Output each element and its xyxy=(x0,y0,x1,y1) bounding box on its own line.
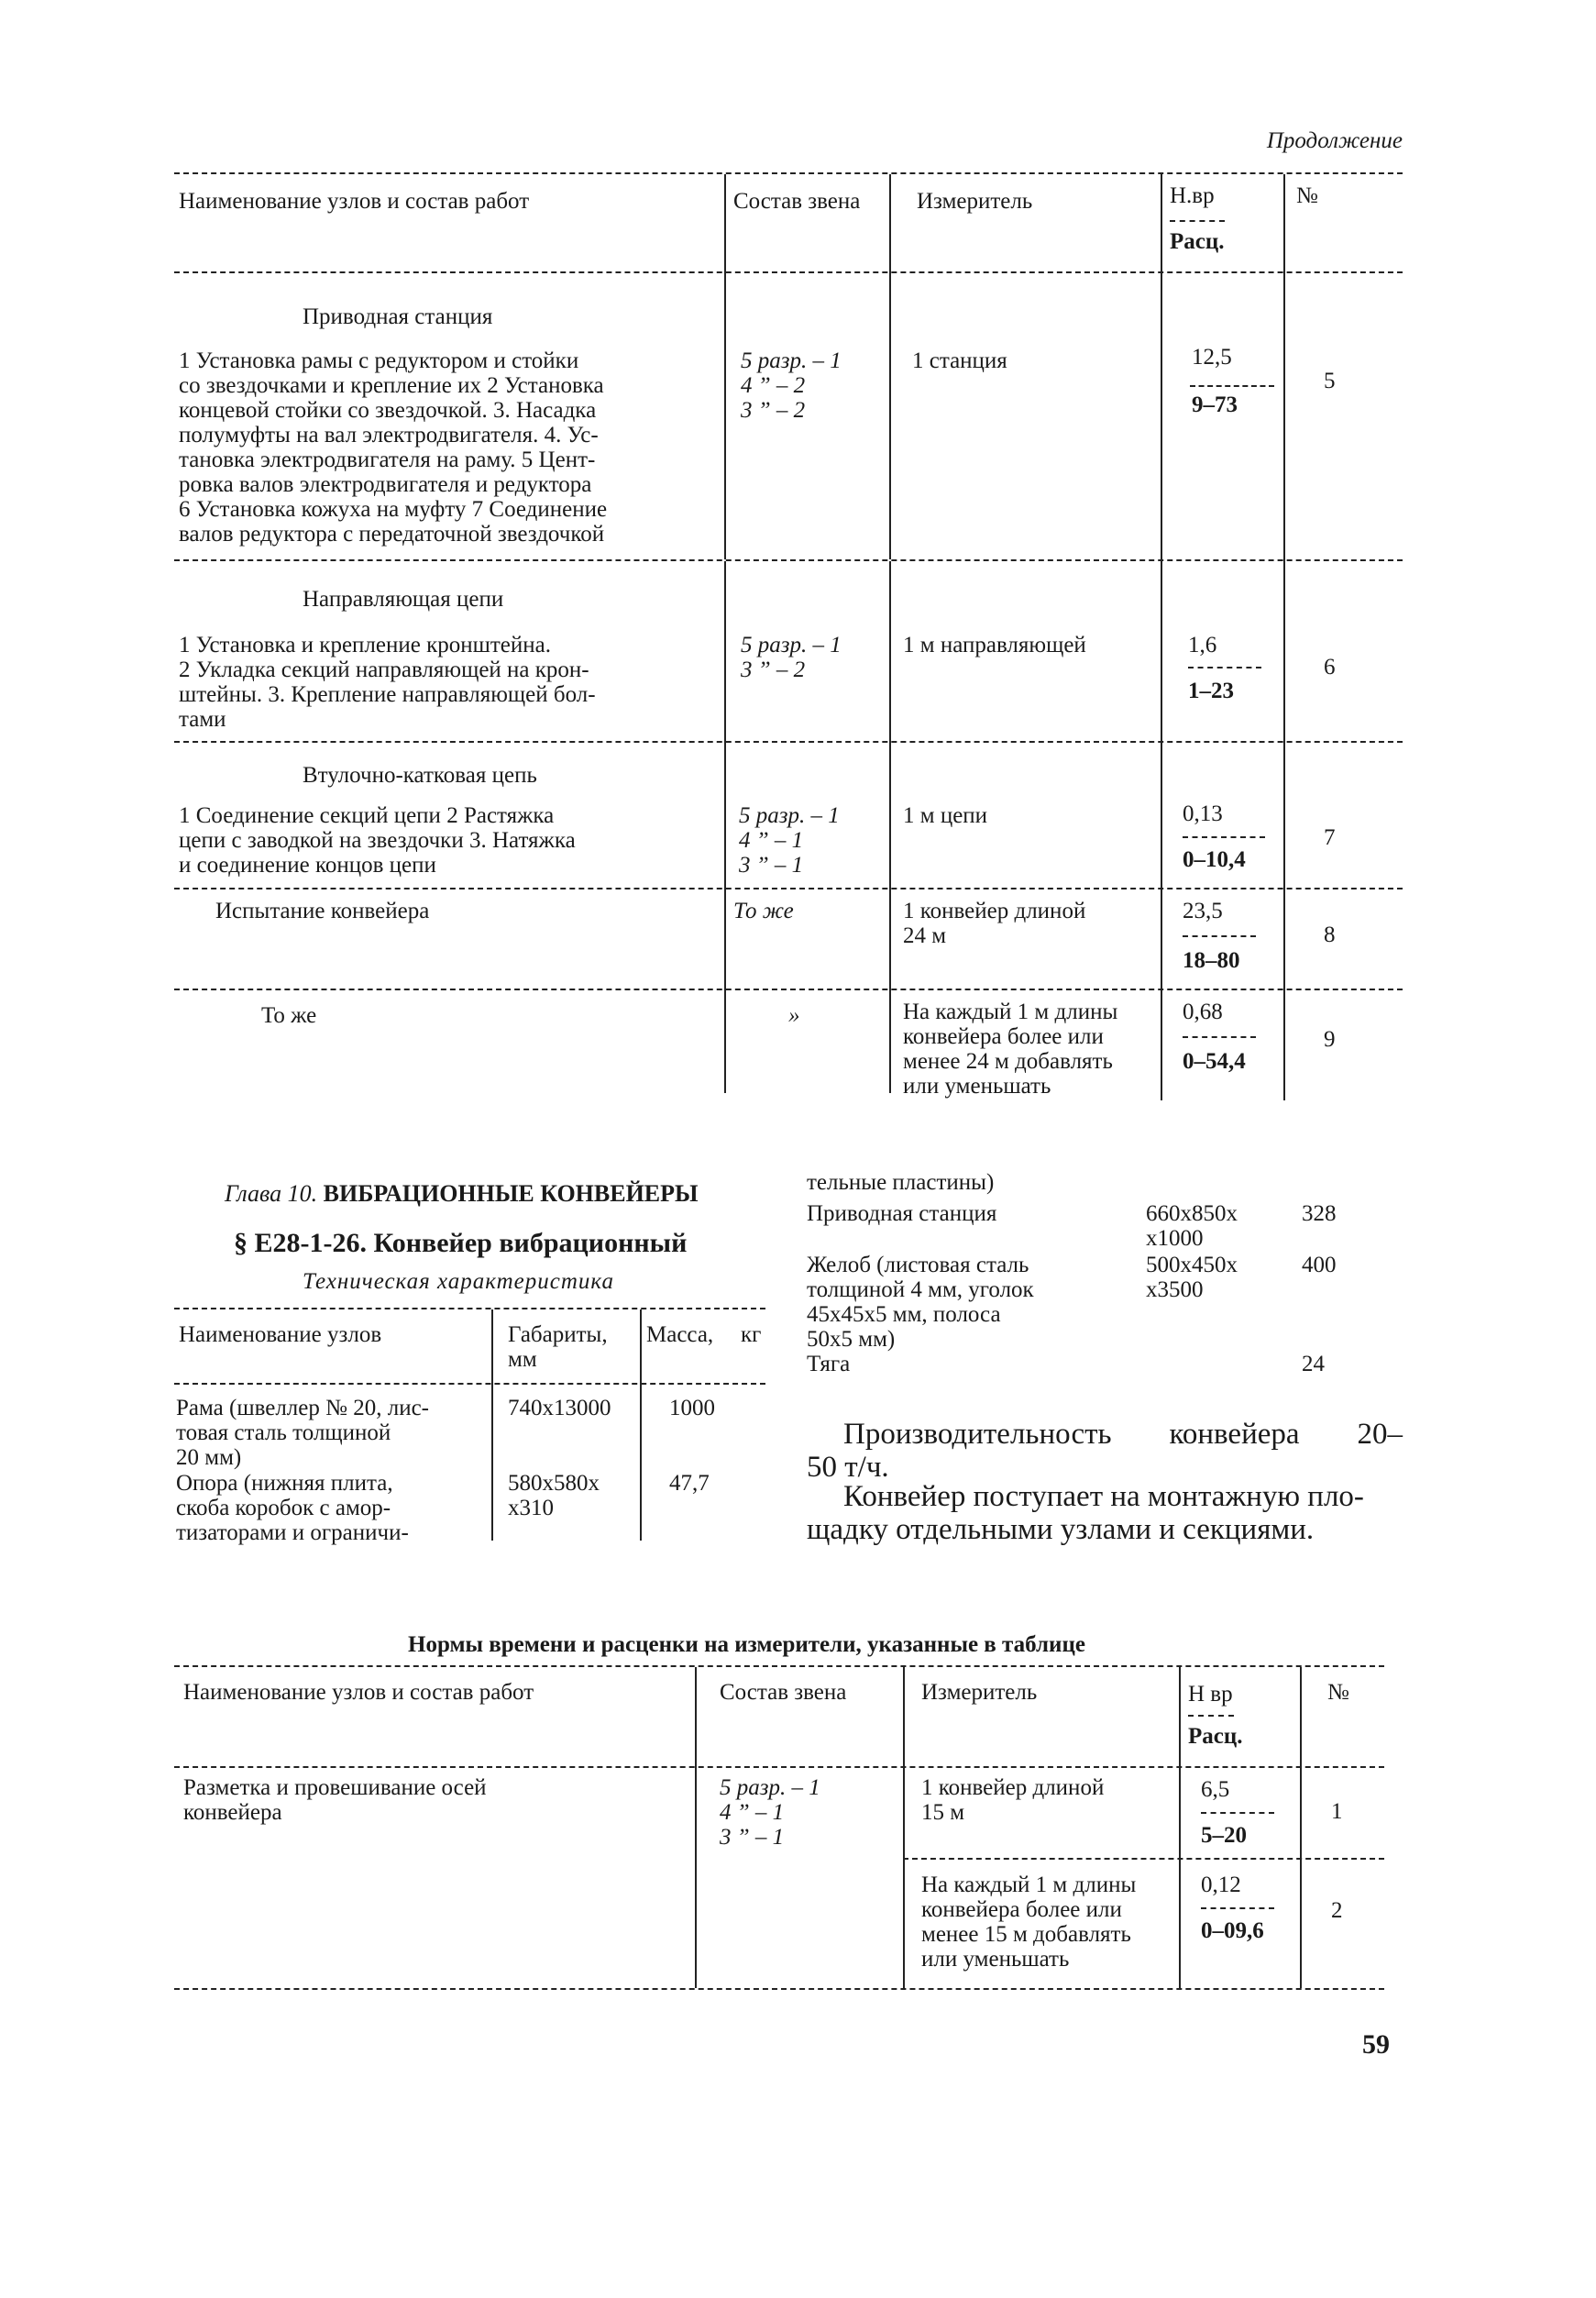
spec-row-mass: 328 xyxy=(1302,1201,1337,1226)
hvr-value: 12,5 xyxy=(1192,345,1232,370)
hvr-value: 1,6 xyxy=(1188,633,1217,657)
table1-col-divider xyxy=(1161,174,1162,1100)
hvr-value: 0,13 xyxy=(1183,801,1223,826)
unit-value: 1 м направляющей xyxy=(903,633,1086,657)
hvr-value: 23,5 xyxy=(1183,899,1223,923)
spec-row-mass: 47,7 xyxy=(669,1471,710,1496)
spec-row-dims: 580x580x x310 xyxy=(508,1471,600,1520)
table2-header-name: Наименование узлов и состав работ xyxy=(183,1680,534,1705)
unit-value: 1 станция xyxy=(912,348,1007,373)
table1-header-rasc: Расц. xyxy=(1170,229,1225,254)
spec-header-dims: Габариты, мм xyxy=(508,1322,608,1372)
spec-row-name: Тяга xyxy=(807,1352,851,1376)
rasc-value: 1–23 xyxy=(1188,679,1234,703)
table2-col-divider xyxy=(903,1667,905,1988)
norm-number: 7 xyxy=(1324,825,1336,850)
spec-row-dims: 500x450x x3500 xyxy=(1146,1253,1238,1302)
norm-number: 5 xyxy=(1324,369,1336,393)
crew-composition: » xyxy=(788,1003,800,1028)
table2-bottom-rule xyxy=(174,1988,1384,1990)
spec-header-rule xyxy=(174,1383,765,1385)
spec-row-mass: 400 xyxy=(1302,1253,1337,1277)
spec-col-divider xyxy=(640,1309,642,1541)
table2-header-num: № xyxy=(1327,1680,1349,1705)
hvr-value: 6,5 xyxy=(1201,1777,1230,1802)
crew-composition: 5 разр. – 1 4 ” – 2 3 ” – 2 xyxy=(741,348,842,423)
spec-row-name: Приводная станция xyxy=(807,1201,997,1226)
table2-row-rule xyxy=(903,1858,1384,1860)
crew-composition: То же xyxy=(733,899,794,923)
crew-composition: 5 разр. – 1 3 ” – 2 xyxy=(741,633,842,682)
rasc-value: 9–73 xyxy=(1192,392,1238,417)
chapter-title: ВИБРАЦИОННЫЕ КОНВЕЙЕРЫ xyxy=(323,1180,699,1207)
table1-header-hvr: Н.вр xyxy=(1170,183,1215,208)
spec-col-divider xyxy=(491,1309,493,1541)
spec-header-mass-unit: кг xyxy=(741,1322,762,1347)
rasc-value: 0–10,4 xyxy=(1183,847,1246,872)
unit-value: 1 конвейер длиной 15 м xyxy=(921,1775,1105,1825)
spec-row-mass: 24 xyxy=(1302,1352,1325,1376)
table2-top-rule xyxy=(174,1665,1384,1667)
spec-row-dims: 660x850x x1000 xyxy=(1146,1201,1238,1251)
unit-value: На каждый 1 м длины конвейера более или менее 15 м добавлять или уменьшать xyxy=(921,1873,1137,1972)
row-name: Испытание конвейера xyxy=(215,899,430,923)
table1-col-divider xyxy=(889,561,891,1093)
paragraph-delivery-line1: Конвейер поступает на монтажную пло- xyxy=(843,1480,1364,1513)
table2-caption: Нормы времени и расценки на измерители, указанные в таблице xyxy=(408,1632,1085,1657)
spec-header-mass: Масса, xyxy=(646,1322,714,1347)
row-rule xyxy=(174,559,1403,561)
spec-row-name: тельные пластины) xyxy=(807,1170,995,1195)
crew-composition: 5 разр. – 1 4 ” – 1 3 ” – 1 xyxy=(720,1775,820,1850)
norm-number: 1 xyxy=(1331,1799,1343,1824)
paragraph-productivity-line2: 50 т/ч. xyxy=(807,1451,889,1484)
table2-col-divider xyxy=(695,1667,697,1988)
fraction-line xyxy=(1188,667,1261,668)
section-title: Втулочно-катковая цепь xyxy=(303,763,537,788)
section-heading: § Е28-1-26. Конвейер вибрационный xyxy=(234,1228,688,1258)
fraction-line xyxy=(1188,1715,1234,1717)
fraction-line xyxy=(1201,1907,1274,1909)
unit-value: 1 конвейер длиной 24 м xyxy=(903,899,1086,948)
table2-header-unit: Измеритель xyxy=(921,1680,1038,1705)
section-title: Приводная станция xyxy=(303,304,493,329)
section-text: 1 Соединение секций цепи 2 Растяжка цепи с заводкой на звездочки 3. Натяжка и соединение концов цепи xyxy=(179,803,576,878)
spec-row-name: Рама (швеллер № 20, лис- товая сталь толщиной 20 мм) xyxy=(176,1396,430,1470)
norm-number: 8 xyxy=(1324,923,1336,947)
table2-header-hvr: Н вр xyxy=(1188,1682,1233,1707)
fraction-line xyxy=(1190,385,1274,387)
spec-row-name: Опора (нижняя плита, скоба коробок с амор- тизаторами и ограничи- xyxy=(176,1471,409,1545)
table1-col-divider xyxy=(1283,174,1285,1100)
section-title: Направляющая цепи xyxy=(303,587,504,612)
row-name: То же xyxy=(261,1003,317,1028)
chapter-prefix: Глава 10. xyxy=(225,1180,318,1207)
page-number: 59 xyxy=(1362,2029,1390,2060)
table1-col-divider xyxy=(889,174,891,559)
section-text: 1 Установка и крепление кронштейна. 2 Укладка секций направляющей на крон- штейны. 3. Крепление направляющей бол- тами xyxy=(179,633,596,732)
rasc-value: 0–09,6 xyxy=(1201,1918,1264,1943)
fraction-line xyxy=(1170,220,1225,222)
chapter-heading xyxy=(225,1181,699,1206)
row-rule xyxy=(174,741,1403,743)
rasc-value: 18–80 xyxy=(1183,948,1240,973)
table1-col-divider xyxy=(724,561,726,1093)
table2-col-divider xyxy=(1179,1667,1181,1988)
table1-top-rule xyxy=(174,172,1403,174)
spec-row-name: Желоб (листовая сталь толщиной 4 мм, уголок 45x45x5 мм, полоса 50x5 мм) xyxy=(807,1253,1034,1352)
fraction-line xyxy=(1201,1812,1274,1814)
fraction-line xyxy=(1183,836,1265,838)
hvr-value: 0,12 xyxy=(1201,1873,1241,1897)
section-text: 1 Установка рамы с редуктором и стойки со звездочками и крепление их 2 Установка концевой стойки со звездочкой. 3. Насадка полумуфты на вал электродвигателя. 4. Ус- тановка электродвигателя на раму. 5 Цент- ровка валов электродвигателя и редуктора 6 Установка кожуха на муфту 7 Соединение валов редуктора с передаточной звездочкой xyxy=(179,348,608,547)
continuation-label: Продолжение xyxy=(1266,128,1403,153)
table2-header-crew: Состав звена xyxy=(720,1680,847,1705)
spec-row-mass: 1000 xyxy=(669,1396,715,1420)
paragraph-delivery-line2: щадку отдельными узлами и секциями. xyxy=(807,1513,1315,1546)
row-name: Разметка и провешивание осей конвейера xyxy=(183,1775,487,1825)
table2-header-rule xyxy=(174,1766,1384,1768)
table2-header-rasc: Расц. xyxy=(1188,1724,1243,1749)
fraction-line xyxy=(1183,1036,1256,1038)
table2-col-divider xyxy=(1300,1667,1302,1988)
spec-top-rule xyxy=(174,1308,765,1309)
norm-number: 2 xyxy=(1331,1898,1343,1923)
table1-header-rule xyxy=(174,271,1403,273)
unit-value: На каждый 1 м длины конвейера более или менее 24 м добавлять или уменьшать xyxy=(903,1000,1118,1099)
spec-subtitle: Техническая характеристика xyxy=(303,1269,615,1294)
norm-number: 6 xyxy=(1324,655,1336,679)
table1-header-crew: Состав звена xyxy=(733,189,861,214)
hvr-value: 0,68 xyxy=(1183,1000,1223,1024)
unit-value: 1 м цепи xyxy=(903,803,988,828)
table1-header-unit: Измеритель xyxy=(917,189,1033,214)
paragraph-productivity-line1: Производительность конвейера 20– xyxy=(843,1418,1403,1451)
row-rule xyxy=(174,989,1403,990)
table1-col-divider xyxy=(724,174,726,559)
rasc-value: 5–20 xyxy=(1201,1823,1247,1848)
row-rule xyxy=(174,888,1403,889)
fraction-line xyxy=(1183,935,1256,937)
table1-header-name: Наименование узлов и состав работ xyxy=(179,189,530,214)
rasc-value: 0–54,4 xyxy=(1183,1049,1246,1074)
crew-composition: 5 разр. – 1 4 ” – 1 3 ” – 1 xyxy=(739,803,840,878)
spec-header-name: Наименование узлов xyxy=(179,1322,382,1347)
table1-header-num: № xyxy=(1296,183,1318,208)
spec-row-dims: 740x13000 xyxy=(508,1396,611,1420)
norm-number: 9 xyxy=(1324,1027,1336,1052)
